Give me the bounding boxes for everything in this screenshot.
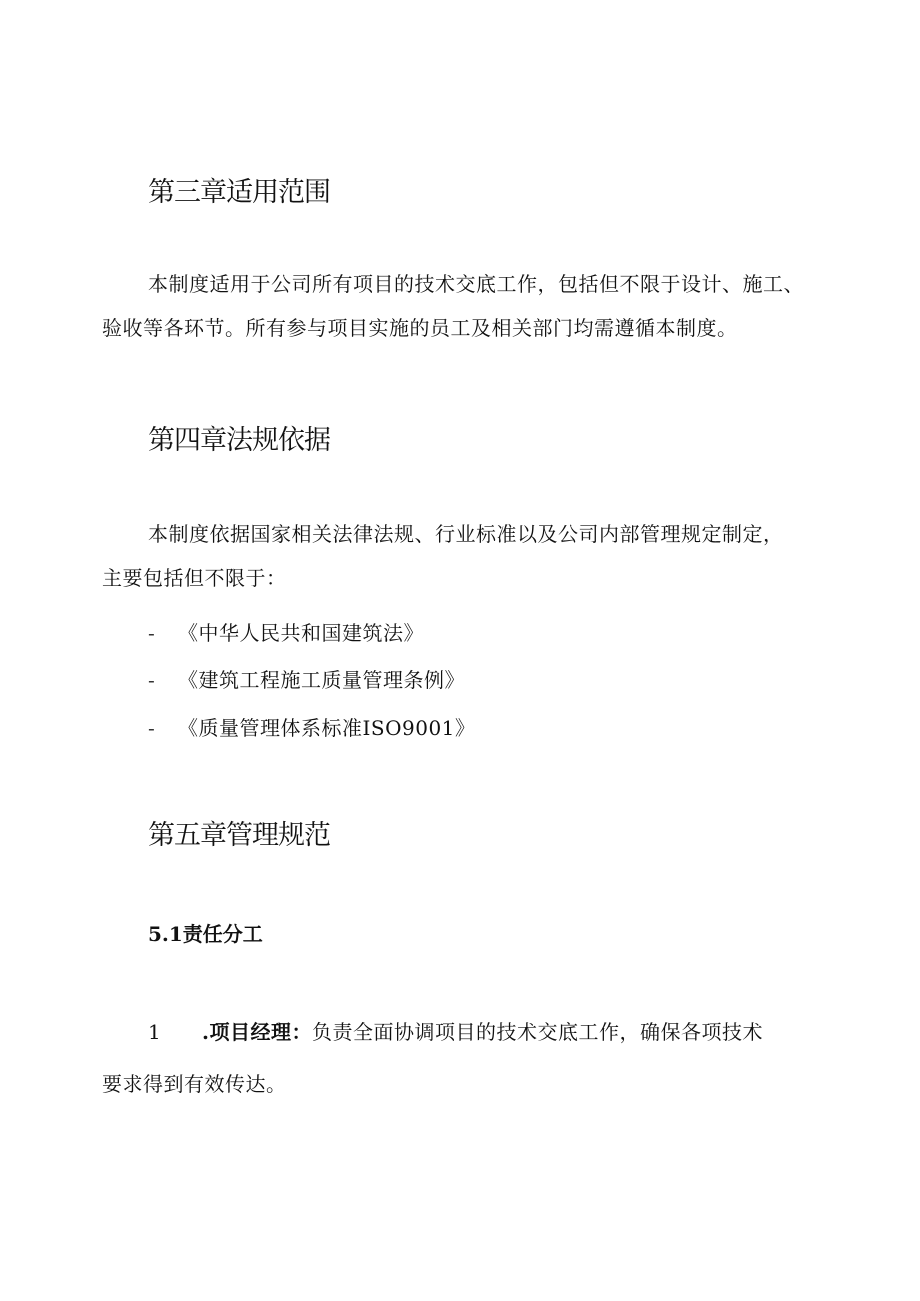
list-item-text: 《中华人民共和国建筑法》: [178, 621, 424, 645]
chapter-3-line-1: 本制度适用于公司所有项目的技术交底工作，包括但不限于设计、施工、: [148, 272, 804, 296]
chapter-4-line-2: 主要包括但不限于：: [102, 566, 287, 590]
law-list-item: [148, 617, 424, 646]
chapter-3-paragraph: [102, 262, 804, 350]
law-list-item: [148, 664, 465, 693]
law-list-item: [148, 712, 475, 741]
item-number: 1: [148, 1020, 162, 1044]
chapter-5-title: 第五章管理规范: [148, 820, 330, 851]
responsibility-item-continuation: 要求得到有效传达。: [102, 1072, 287, 1096]
list-dash: -: [148, 716, 156, 740]
chapter-4-paragraph: [102, 512, 784, 600]
list-item-text: 《质量管理体系标准ISO9001》: [178, 716, 476, 740]
list-dash: -: [148, 668, 156, 692]
section-5-1-title: 5.1责任分工: [148, 922, 263, 946]
list-dash: -: [148, 621, 156, 645]
item-label: .项目经理：: [202, 1020, 312, 1044]
chapter-3-title: 第三章适用范围: [148, 177, 330, 208]
chapter-4-line-1: 本制度依据国家相关法律法规、行业标准以及公司内部管理规定制定，: [148, 522, 784, 546]
responsibility-item: [148, 1016, 763, 1045]
list-item-text: 《建筑工程施工质量管理条例》: [178, 668, 465, 692]
chapter-4-title: 第四章法规依据: [148, 425, 330, 456]
chapter-3-line-2: 验收等各环节。所有参与项目实施的员工及相关部门均需遵循本制度。: [102, 316, 738, 340]
item-text: 负责全面协调项目的技术交底工作，确保各项技术: [311, 1020, 763, 1044]
